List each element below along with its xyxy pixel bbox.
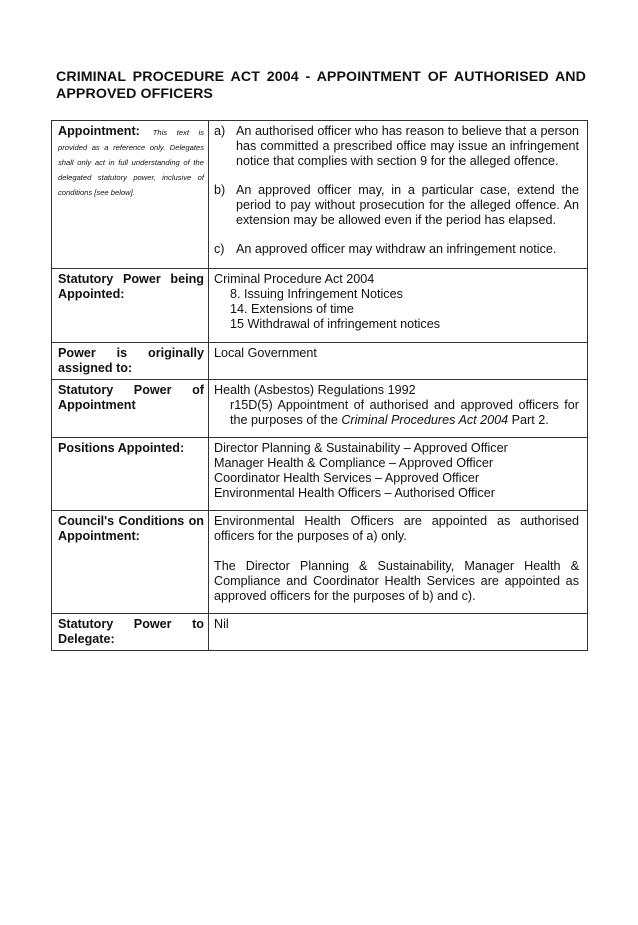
appointment-label-cell (52, 121, 209, 269)
item-key: a) (214, 124, 226, 138)
originally-assigned-value: Local Government (209, 343, 588, 380)
conditions-label: Council's Conditions on Appointment: (52, 511, 209, 614)
appointment-item-b (214, 183, 579, 228)
originally-assigned-label: Power is originally assigned to: (52, 343, 209, 380)
power-of-appointment-value-cell (209, 380, 588, 438)
power-of-appointment-text-after: Part 2. (508, 413, 549, 427)
row-power-of-appointment (52, 380, 588, 438)
row-power-to-delegate (52, 614, 588, 651)
statutory-power-label: Statutory Power being Appointed: (52, 269, 209, 343)
appointment-note: This text is provided as a reference only. Delegates shall only act in full understanding of the delegated statutory power, inclusive of conditions [see below]. (58, 128, 204, 197)
item-key: c) (214, 242, 225, 256)
power-to-delegate-label: Statutory Power to Delegate: (52, 614, 209, 651)
power-of-appointment-text-before: r15D(5) Appointment of authorised and approved officers for the purposes of the (230, 398, 579, 427)
appointment-item-a (214, 124, 579, 169)
statutory-power-line: 15 Withdrawal of infringement notices (230, 317, 440, 331)
power-of-appointment-heading: Health (Asbestos) Regulations 1992 (214, 383, 416, 397)
power-to-delegate-value: Nil (209, 614, 588, 651)
item-text: An approved officer may withdraw an infringement notice. (236, 242, 557, 256)
positions-value-cell (209, 438, 588, 511)
item-text: An authorised officer who has reason to believe that a person has committed a prescribed office may issue an infringement notice that complies with section 9 for the alleged offence. (236, 124, 579, 168)
row-appointment (52, 121, 588, 269)
position-line: Director Planning & Sustainability – Approved Officer (214, 441, 508, 455)
row-conditions (52, 511, 588, 614)
statutory-power-line: 14. Extensions of time (230, 302, 354, 316)
position-line: Coordinator Health Services – Approved Officer (214, 471, 480, 485)
conditions-para-2: The Director Planning & Sustainability, Manager Health & Compliance and Coordinator Health Services are appointed as approved officers for the purposes of b) and c). (214, 559, 579, 603)
appointment-table (51, 120, 588, 651)
positions-label: Positions Appointed: (52, 438, 209, 511)
appointment-label: Appointment: (58, 124, 140, 138)
conditions-value-cell (209, 511, 588, 614)
appointment-value-cell (209, 121, 588, 269)
item-key: b) (214, 183, 226, 197)
item-text: An approved officer may, in a particular case, extend the period to pay without prosecution for the alleged offence. An extension may be allowed even if the period has elapsed. (236, 183, 579, 227)
appointment-item-c (214, 242, 579, 257)
conditions-para-1: Environmental Health Officers are appointed as authorised officers for the purposes of a) only. (214, 514, 579, 543)
position-line: Environmental Health Officers – Authorised Officer (214, 486, 495, 500)
position-line: Manager Health & Compliance – Approved Officer (214, 456, 494, 470)
power-of-appointment-label: Statutory Power of Appointment (52, 380, 209, 438)
row-originally-assigned (52, 343, 588, 380)
row-positions (52, 438, 588, 511)
act-name-italic: Criminal Procedures Act 2004 (341, 413, 509, 427)
row-statutory-power (52, 269, 588, 343)
power-of-appointment-text (214, 398, 579, 428)
statutory-power-line: 8. Issuing Infringement Notices (230, 287, 403, 301)
statutory-power-heading: Criminal Procedure Act 2004 (214, 272, 375, 286)
statutory-power-value-cell (209, 269, 588, 343)
document-title: CRIMINAL PROCEDURE ACT 2004 - APPOINTMENT OF AUTHORISED AND APPROVED OFFICERS (56, 69, 586, 102)
